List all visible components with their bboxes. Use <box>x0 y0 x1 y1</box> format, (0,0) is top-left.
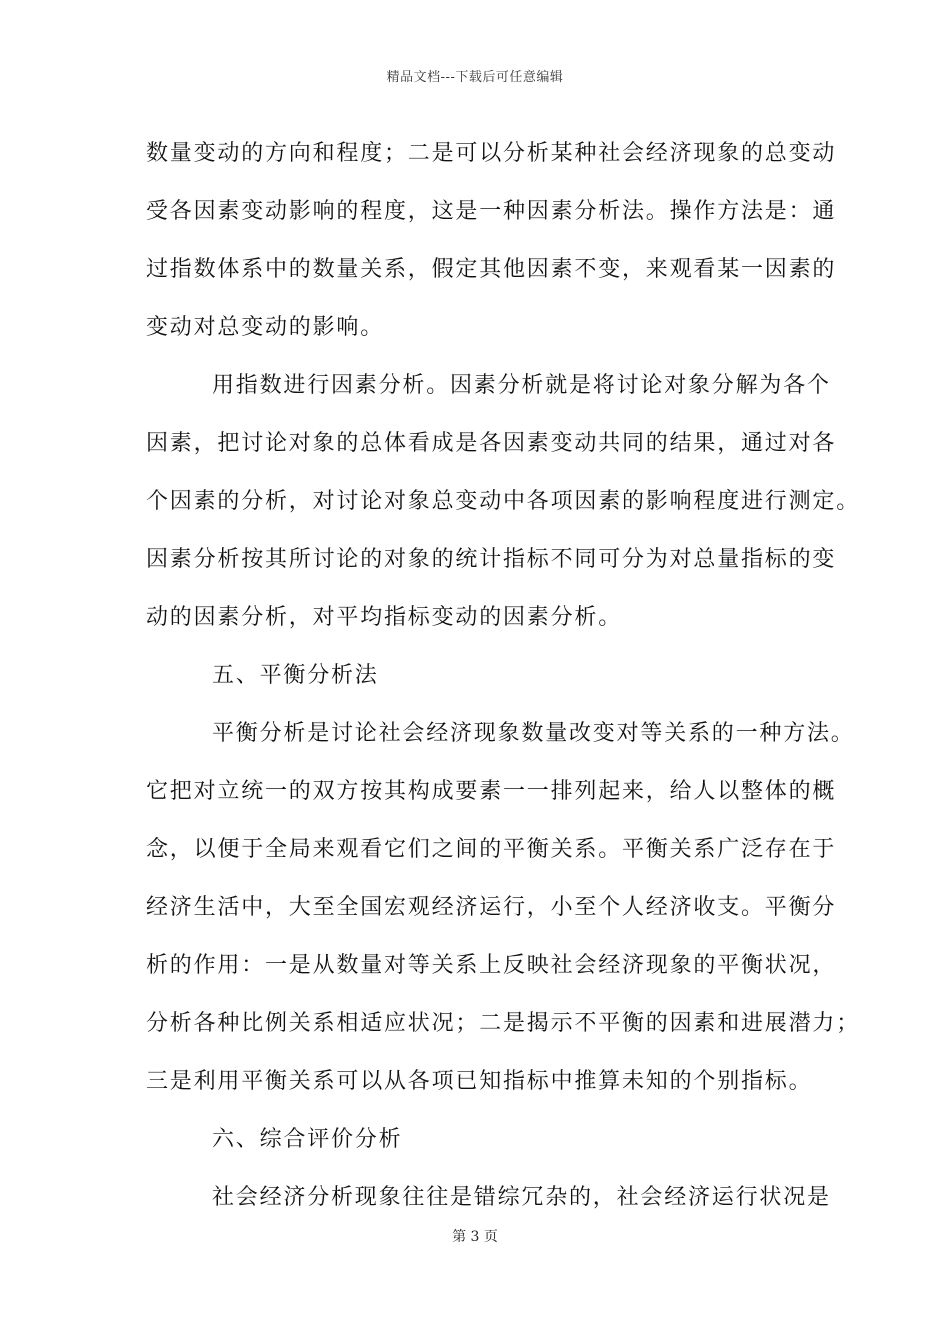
text-line: 过指数体系中的数量关系，假定其他因素不变，来观看某一因素的 <box>146 257 837 282</box>
text-line: 它把对立统一的双方按其构成要素一一排列起来，给人以整体的概 <box>146 779 837 804</box>
text-line: 经济生活中，大至全国宏观经济运行，小至个人经济收支。平衡分 <box>146 895 837 920</box>
text-line: 动的因素分析，对平均指标变动的因素分析。 <box>146 605 623 630</box>
text-line: 数量变动的方向和程度；二是可以分析某种社会经济现象的总变动 <box>146 141 837 166</box>
heading-line: 六、综合评价分析 <box>212 1127 403 1152</box>
paragraph <box>146 1174 831 1232</box>
text-line: 用指数进行因素分析。因素分析就是将讨论对象分解为各个 <box>212 373 831 398</box>
text-line: 因素，把讨论对象的总体看成是各因素变动共同的结果，通过对各 <box>146 431 837 456</box>
heading-line: 五、平衡分析法 <box>212 663 379 688</box>
text-line: 念，以便于全局来观看它们之间的平衡关系。平衡关系广泛存在于 <box>146 837 837 862</box>
paragraph <box>146 362 861 652</box>
text-line: 三是利用平衡关系可以从各项已知指标中推算未知的个别指标。 <box>146 1069 813 1094</box>
text-line: 变动对总变动的影响。 <box>146 315 385 340</box>
section-heading <box>146 1116 826 1174</box>
text-line: 因素分析按其所讨论的对象的统计指标不同可分为对总量指标的变 <box>146 547 837 572</box>
text-line: 平衡分析是讨论社会经济现象数量改变对等关系的一种方法。 <box>212 721 855 746</box>
text-line: 析的作用：一是从数量对等关系上反映社会经济现象的平衡状况， <box>146 953 837 978</box>
text-line: 社会经济分析现象往往是错综冗杂的，社会经济运行状况是 <box>212 1185 831 1210</box>
paragraph <box>146 130 837 362</box>
text-line: 受各因素变动影响的程度，这是一种因素分析法。操作方法是：通 <box>146 199 837 224</box>
text-line: 分析各种比例关系相适应状况；二是揭示不平衡的因素和进展潜力； <box>146 1011 861 1036</box>
page-number: 第 3 页 <box>452 1229 498 1245</box>
paragraph <box>146 710 861 1116</box>
page-header: 精品文档---下载后可任意编辑 <box>386 70 564 85</box>
section-heading <box>146 652 826 710</box>
text-line: 个因素的分析，对讨论对象总变动中各项因素的影响程度进行测定。 <box>146 489 861 514</box>
document-body <box>146 130 861 1232</box>
